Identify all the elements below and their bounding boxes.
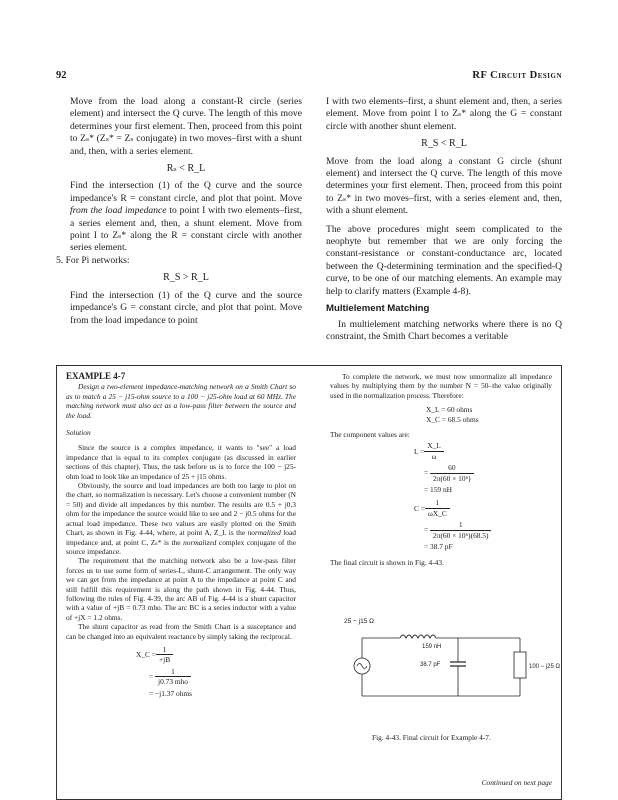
c-result: = 38.7 pF — [424, 542, 453, 552]
denominator: ωX_C — [427, 508, 447, 518]
left-equation-1: Rₛ < R_L — [166, 163, 206, 175]
c-equation-1 — [414, 498, 552, 518]
l-equations — [414, 441, 552, 551]
running-title: RF Circuit Design — [472, 70, 562, 81]
italic-span: normalized — [183, 537, 217, 547]
denominator: 2π(60 × 10⁶) — [433, 473, 471, 483]
circuit-diagram — [330, 612, 561, 710]
right-paragraph-2: Move from the load along a constant G circle (shunt element) and intersect the Q curve. The length of this move determines your first element. Then, proceed from this point to Zₛ* in two moves–first, with a series element and, then, with a shunt element. — [326, 155, 562, 217]
load-symbol — [514, 652, 526, 678]
text-span: complex conjugate of the source impedance. — [66, 537, 296, 556]
left-paragraph-3: Find the intersection (1) of the Q curve and the source impedance's G = constant circle, and plot that point. Move from the load impedance to point — [70, 289, 302, 326]
unnormalize-paragraph: To complete the network, we must now unnormalize all impedance values by multiplying them by the number N = 50–the value originally used in the normalization process. Therefore: — [330, 372, 552, 400]
l-result: = 159 nH — [424, 485, 452, 495]
numerator: 1 — [425, 498, 450, 508]
left-column — [56, 96, 302, 327]
text-span: Find the intersection (1) of the Q curve and the source impedance's R = constant circle, and plot that point. Move — [70, 180, 302, 204]
source-impedance-label: 25 − j15 Ω — [344, 618, 374, 625]
fraction — [155, 667, 191, 687]
xc-equation-2: = $\frac{1}{\text{j0.73 mho}}$ — [149, 667, 296, 687]
equation-lhs: C = — [414, 503, 425, 513]
italic-span: from the load impedance — [70, 205, 167, 217]
load-impedance-label: 100 − j25 Ω — [529, 664, 561, 670]
left-paragraph-2 — [70, 180, 302, 254]
xc-equation-1 — [136, 645, 296, 665]
fraction — [424, 441, 444, 461]
xc-value: X_C = 68.5 ohms — [426, 414, 479, 424]
inductor-label: 159 nH — [422, 644, 442, 650]
right-column — [326, 96, 562, 343]
left-paragraph-1: Move from the load along a constant-R circle (series element) and intersect the Q curve. The length of this move determines your first element. Then, proceed from this point to Zₛ* (Zₛ* = Zₛ conjugate) in two moves–first with a shunt and, then, with a series element. — [70, 96, 302, 157]
denominator: ω — [431, 451, 437, 461]
continued-note: Continued on next page — [481, 778, 552, 787]
solution-paragraph-3: The requirement that the matching network also be a low-pass filter forces us to use some form of series-L, shunt-C arrangement. The only way we can get from the impedance at point A to the impedance at point C and still fulfill this requirement is along the path shown in Fig. 4-44. Thus, following the rules of Fig. 4-39, the arc AB of Fig. 4-44 is a shunt capacitor with a value of +jB = 0.73 mho. The arc BC is a series inductor with a value of +jX = 1.2 ohms. — [66, 556, 296, 622]
fraction — [425, 498, 450, 518]
denominator: 2π(60 × 10⁶)(68.5) — [433, 530, 489, 540]
right-paragraph-4: In multielement matching networks where there is no Q constraint, the Smith Chart becomes a veritable — [326, 318, 562, 342]
figure-caption: Fig. 4-43. Final circuit for Example 4-7. — [372, 733, 491, 742]
sine-wave-icon — [357, 664, 367, 669]
example-left-column — [66, 372, 296, 698]
equation-lhs: L = — [414, 446, 425, 456]
solution-paragraph-4: The shunt capacitor as read from the Smith Chart is a susceptance and can be changed into an equivalent reactance by simply taking the reciprocal. — [66, 622, 296, 641]
left-equation-2: R_S > R_L — [163, 272, 209, 284]
text-span: to point I with two elements–first, a series element and, then, a shunt element. Move from point I to Zₛ* along the R = constant circle with another series element. — [70, 205, 302, 254]
page-number: 92 — [56, 70, 67, 81]
l-equation-2: = $\frac{60}{\text{2π(60 × 10⁶)}}$ — [424, 463, 552, 483]
inductor-symbol — [400, 635, 436, 638]
unnormalized-values — [426, 405, 552, 424]
fraction — [430, 520, 491, 540]
xc-equations — [136, 645, 296, 698]
numerator: 1 — [155, 667, 191, 677]
xc-result: = −j1.37 ohms — [149, 688, 193, 698]
text-span: Obviously, the source and load impedances are both too large to plot on the chart, so normalization is necessary. Let's choose a convenient number (N = 50) and divide all impedances by this number. The results are 0.5 + j0.3 ohm for the impedance the source would like to see and 2 − j0.5 ohms for the actual load impedance. These two values are easily plotted on the Smith Chart, as shown in Fig. 4-44, where, at point A, Z_L is the — [66, 481, 296, 538]
example-problem: Design a two-element impedance-matching network on a Smith Chart so as to match a 25 − j15-ohm source to a 100 − j25-ohm load at 60 MHz. The matching network must also act as a low-pass filter between the source and the load. — [66, 382, 296, 420]
solution-paragraph-2 — [66, 481, 296, 556]
c-equation-2: = $\frac{1}{\text{2π(60 × 10⁶)(68.5)}}$ — [424, 520, 552, 540]
numerator: X_L — [424, 441, 444, 451]
fraction — [156, 645, 173, 665]
example-title: EXAMPLE 4-7 — [66, 371, 126, 381]
equation-lhs: X_C = — [136, 650, 156, 660]
solution-label: Solution — [66, 428, 91, 438]
section-heading: Multielement Matching — [326, 303, 430, 315]
xl-value: X_L = 60 ohms — [426, 405, 473, 415]
final-circuit-text: The final circuit is shown in Fig. 4-43. — [330, 557, 444, 567]
text-span: load impedance and, at point C, Zₛ* is the — [66, 528, 296, 547]
italic-span: normalized — [247, 528, 281, 538]
fraction — [430, 463, 474, 483]
example-right-column — [330, 372, 552, 567]
right-paragraph-1: I with two elements–first, a shunt element and, then, a series element. Move from point I to Zₛ* along the G = constant circle with another shunt element. — [326, 96, 562, 132]
numerator: 1 — [430, 520, 491, 530]
capacitor-label: 38.7 pF — [420, 662, 441, 668]
right-equation-1: R_S < R_L — [421, 138, 467, 150]
numerator: 1 — [156, 645, 173, 655]
denominator: j0.73 mho — [158, 677, 189, 687]
component-label: The component values are: — [330, 430, 410, 440]
solution-paragraph-1: Since the source is a complex impedance, it wants to "see" a load impedance that is equal to its complex conjugate (as discussed in earlier sections of this chapter). Thus, the task before us is to force the 100 − j25-ohm load to look like an impedance of 25 + j15 ohms. — [66, 443, 296, 481]
l-equation-1 — [414, 441, 552, 461]
numerator: 60 — [430, 463, 474, 473]
denominator: +jB — [158, 655, 171, 665]
list-item-5: 5. For Pi networks: — [56, 254, 130, 266]
right-paragraph-3: The above procedures might seem complicated to the neophyte but remember that we are only forcing the constant-resistance or constant-conductance arc, located between the Q-determining termination and the specified-Q curve, to be one of our matching elements. An example may help to clarify matters (Example 4-8). — [326, 223, 562, 297]
